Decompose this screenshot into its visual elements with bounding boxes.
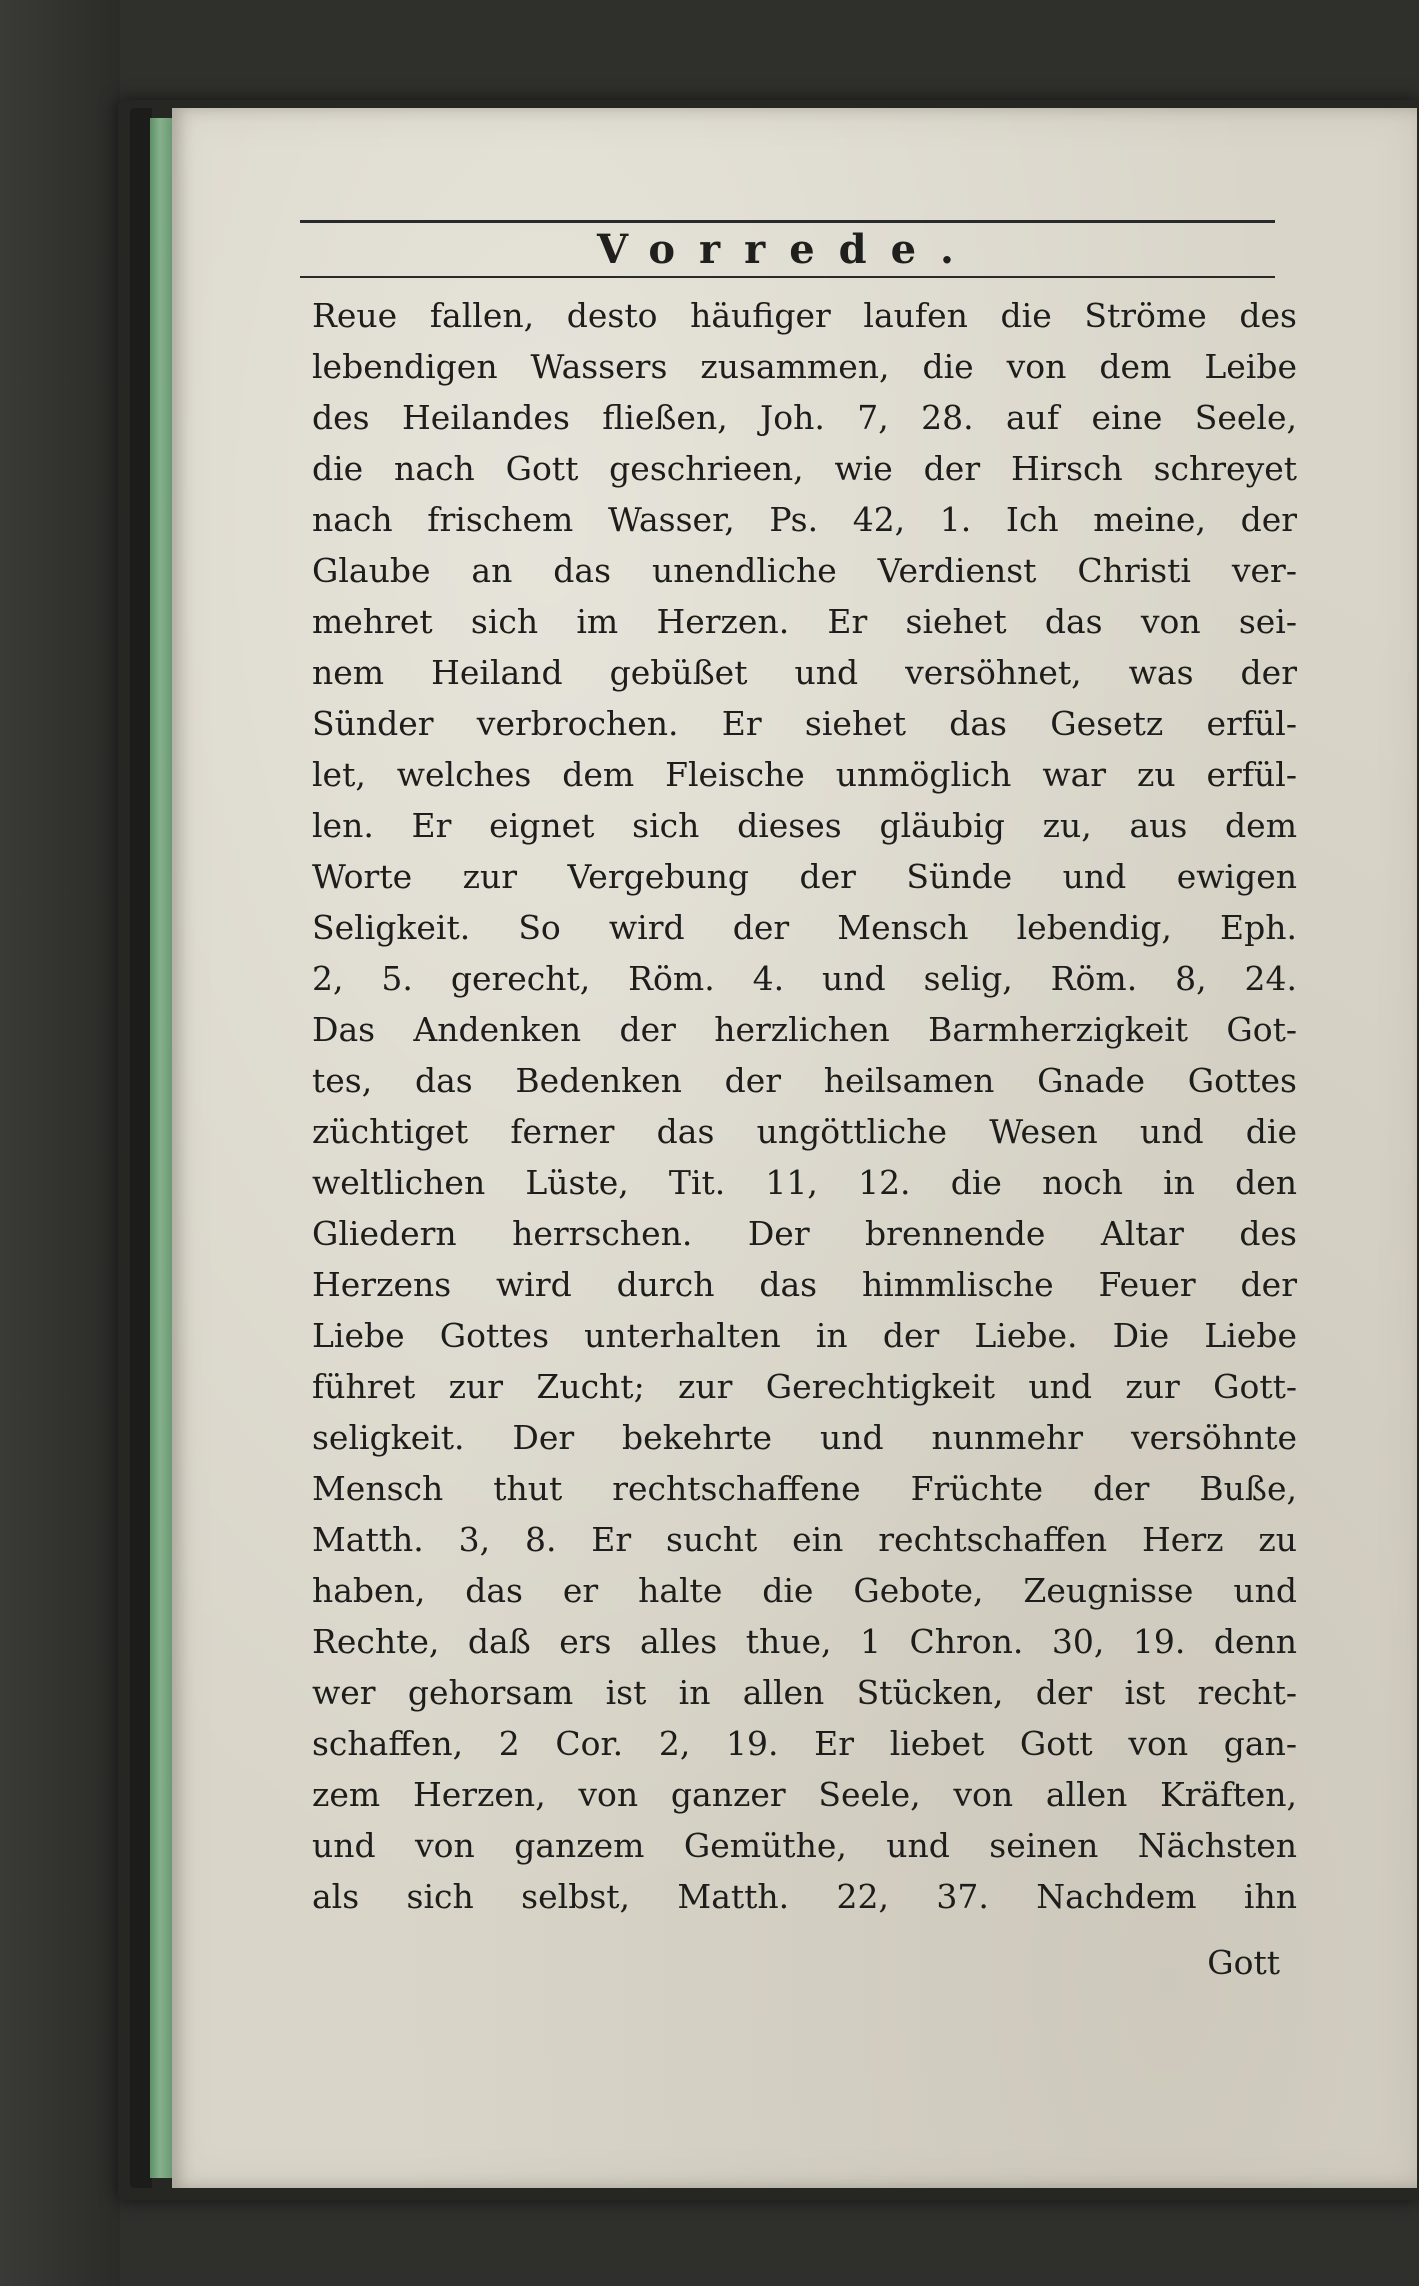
text-line: Mensch thut rechtschaffene Früchte der Buße,: [312, 1469, 1297, 1508]
text-line: Worte zur Vergebung der Sünde und ewigen: [312, 857, 1297, 896]
text-line: Sünder verbrochen. Er siehet das Gesetz erfül-: [312, 704, 1297, 743]
text-line: Seligkeit. So wird der Mensch lebendig, Eph.: [312, 908, 1297, 947]
running-head: Vorrede.: [597, 226, 978, 273]
text-line: Das Andenken der herzlichen Barmherzigkeit Got-: [312, 1010, 1297, 1049]
text-line: Herzens wird durch das himmlische Feuer der: [312, 1265, 1297, 1304]
header-rule-top: [300, 220, 1275, 223]
text-line: Gliedern herrschen. Der brennende Altar des: [312, 1214, 1297, 1253]
text-line: schaffen, 2 Cor. 2, 19. Er liebet Gott von gan-: [312, 1724, 1297, 1763]
text-line: die nach Gott geschrieen, wie der Hirsch schreyet: [312, 449, 1297, 488]
background-shadow: [0, 0, 120, 2286]
green-page-edge: [150, 118, 172, 2178]
text-line: des Heilandes fließen, Joh. 7, 28. auf eine Seele,: [312, 398, 1297, 437]
text-line: nem Heiland gebüßet und versöhnet, was der: [312, 653, 1297, 692]
text-line: lebendigen Wassers zusammen, die von dem Leibe: [312, 347, 1297, 386]
text-line: Matth. 3, 8. Er sucht ein rechtschaffen Herz zu: [312, 1520, 1297, 1559]
text-line: Reue fallen, desto häufiger laufen die Ströme des: [312, 296, 1297, 335]
text-line: zem Herzen, von ganzer Seele, von allen Kräften,: [312, 1775, 1297, 1814]
text-line: führet zur Zucht; zur Gerechtigkeit und zur Gott-: [312, 1367, 1297, 1406]
text-line: Glaube an das unendliche Verdienst Christi ver-: [312, 551, 1297, 590]
text-line: weltlichen Lüste, Tit. 11, 12. die noch in den: [312, 1163, 1297, 1202]
text-line: wer gehorsam ist in allen Stücken, der ist recht-: [312, 1673, 1297, 1712]
text-line: tes, das Bedenken der heilsamen Gnade Gottes: [312, 1061, 1297, 1100]
text-line: haben, das er halte die Gebote, Zeugnisse und: [312, 1571, 1297, 1610]
book-spine-edge: [130, 108, 152, 2188]
text-line: Liebe Gottes unterhalten in der Liebe. Die Liebe: [312, 1316, 1297, 1355]
text-line: und von ganzem Gemüthe, und seinen Nächsten: [312, 1826, 1297, 1865]
text-line: seligkeit. Der bekehrte und nunmehr versöhnte: [312, 1418, 1297, 1457]
text-line: Rechte, daß ers alles thue, 1 Chron. 30, 19. denn: [312, 1622, 1297, 1661]
text-line: züchtiget ferner das ungöttliche Wesen und die: [312, 1112, 1297, 1151]
text-line: let, welches dem Fleische unmöglich war zu erfül-: [312, 755, 1297, 794]
text-line: mehret sich im Herzen. Er siehet das von sei-: [312, 602, 1297, 641]
catchword: Gott: [1207, 1943, 1280, 1982]
body-text: [312, 290, 1297, 1922]
text-line: nach frischem Wasser, Ps. 42, 1. Ich meine, der: [312, 500, 1297, 539]
text-line: als sich selbst, Matth. 22, 37. Nachdem ihn: [312, 1877, 1297, 1916]
text-line: len. Er eignet sich dieses gläubig zu, aus dem: [312, 806, 1297, 845]
text-line: 2, 5. gerecht, Röm. 4. und selig, Röm. 8, 24.: [312, 959, 1297, 998]
header-rule-bottom: [300, 276, 1275, 278]
